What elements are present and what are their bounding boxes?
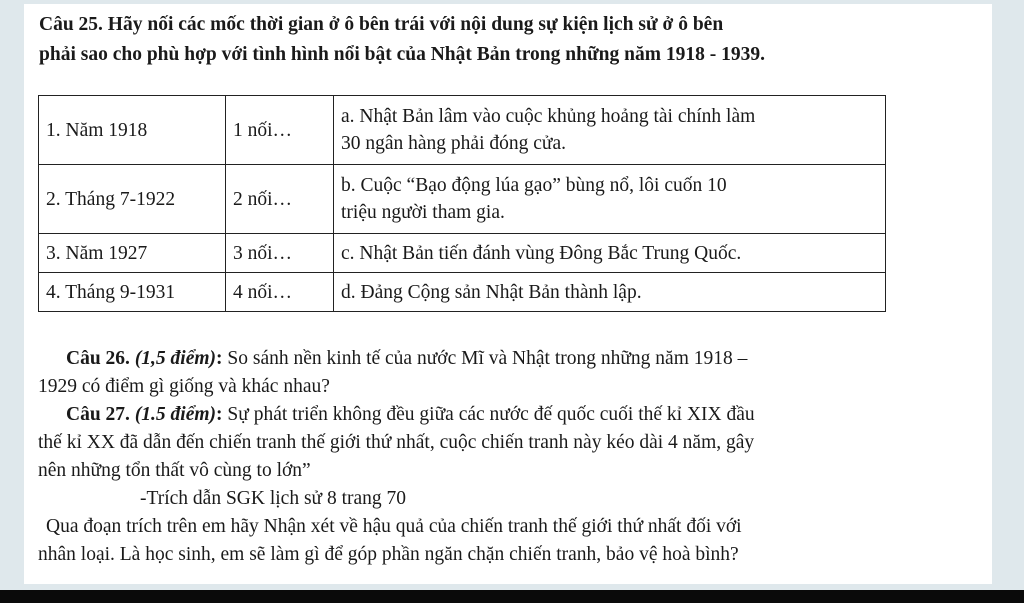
question-26-label — [66, 348, 223, 369]
question-27-prompt-line-1: Qua đoạn trích trên em hãy Nhận xét về hậu quả của chiến tranh thế giới thứ nhất đối với — [46, 516, 742, 537]
question-25 — [39, 10, 959, 70]
event-text-line: b. Cuộc “Bạo động lúa gạo” bùng nổ, lôi cuốn 10 — [341, 175, 727, 196]
question-text: Sự phát triển không đều giữa các nước đế quốc cuối thế kỉ XIX đầu — [222, 404, 755, 425]
questions-26-27 — [38, 345, 962, 569]
event-text-line: triệu người tham gia. — [341, 202, 505, 223]
question-27-line-3: nên những tổn thất vô cùng to lớn” — [38, 460, 311, 481]
question-26-line-1 — [38, 345, 962, 373]
question-number: Câu 27. — [66, 404, 130, 425]
link-cell: 3 nối… — [226, 234, 334, 273]
citation: -Trích dẫn SGK lịch sử 8 trang 70 — [140, 488, 407, 509]
question-27-line-2: thế kỉ XX đã dẫn đến chiến tranh thế giới thứ nhất, cuộc chiến tranh này kéo dài 4 năm, gây — [38, 432, 755, 453]
question-25-line-1: Câu 25. Hãy nối các mốc thời gian ở ô bên trái với nội dung sự kiện lịch sử ở ô bên — [39, 14, 724, 35]
question-text: So sánh nền kinh tế của nước Mĩ và Nhật trong những năm 1918 – — [222, 348, 748, 369]
question-27-prompt-line-2: nhân loại. Là học sinh, em sẽ làm gì để góp phần ngăn chặn chiến tranh, bảo vệ hoà bình? — [38, 544, 739, 565]
question-27-line-1 — [38, 401, 962, 429]
question-number: Câu 26. — [66, 348, 130, 369]
time-cell: 4. Tháng 9-1931 — [39, 273, 226, 312]
event-cell — [334, 165, 886, 234]
time-cell: 3. Năm 1927 — [39, 234, 226, 273]
points-label: (1.5 điểm) — [134, 404, 217, 425]
link-cell: 4 nối… — [226, 273, 334, 312]
matching-table — [38, 95, 886, 312]
question-25-line-2: phải sao cho phù hợp với tình hình nổi bật của Nhật Bản trong những năm 1918 - 1939. — [39, 44, 765, 65]
points-label: (1,5 điểm) — [134, 348, 217, 369]
time-cell: 2. Tháng 7-1922 — [39, 165, 226, 234]
question-27-label — [66, 404, 223, 425]
time-cell: 1. Năm 1918 — [39, 96, 226, 165]
question-26-line-2: 1929 có điểm gì giống và khác nhau? — [38, 376, 330, 397]
event-cell: d. Đảng Cộng sản Nhật Bản thành lập. — [334, 273, 886, 312]
link-cell: 2 nối… — [226, 165, 334, 234]
event-text-line: 30 ngân hàng phải đóng cửa. — [341, 133, 567, 154]
table-row — [39, 165, 886, 234]
event-cell — [334, 96, 886, 165]
event-cell: c. Nhật Bản tiến đánh vùng Đông Bắc Trung Quốc. — [334, 234, 886, 273]
colon: : — [216, 348, 223, 369]
bottom-black-bar — [0, 590, 1024, 603]
link-cell: 1 nối… — [226, 96, 334, 165]
table-row — [39, 234, 886, 273]
table-row — [39, 273, 886, 312]
table-row — [39, 96, 886, 165]
colon: : — [216, 404, 223, 425]
event-text-line: a. Nhật Bản lâm vào cuộc khủng hoảng tài chính làm — [341, 106, 756, 127]
